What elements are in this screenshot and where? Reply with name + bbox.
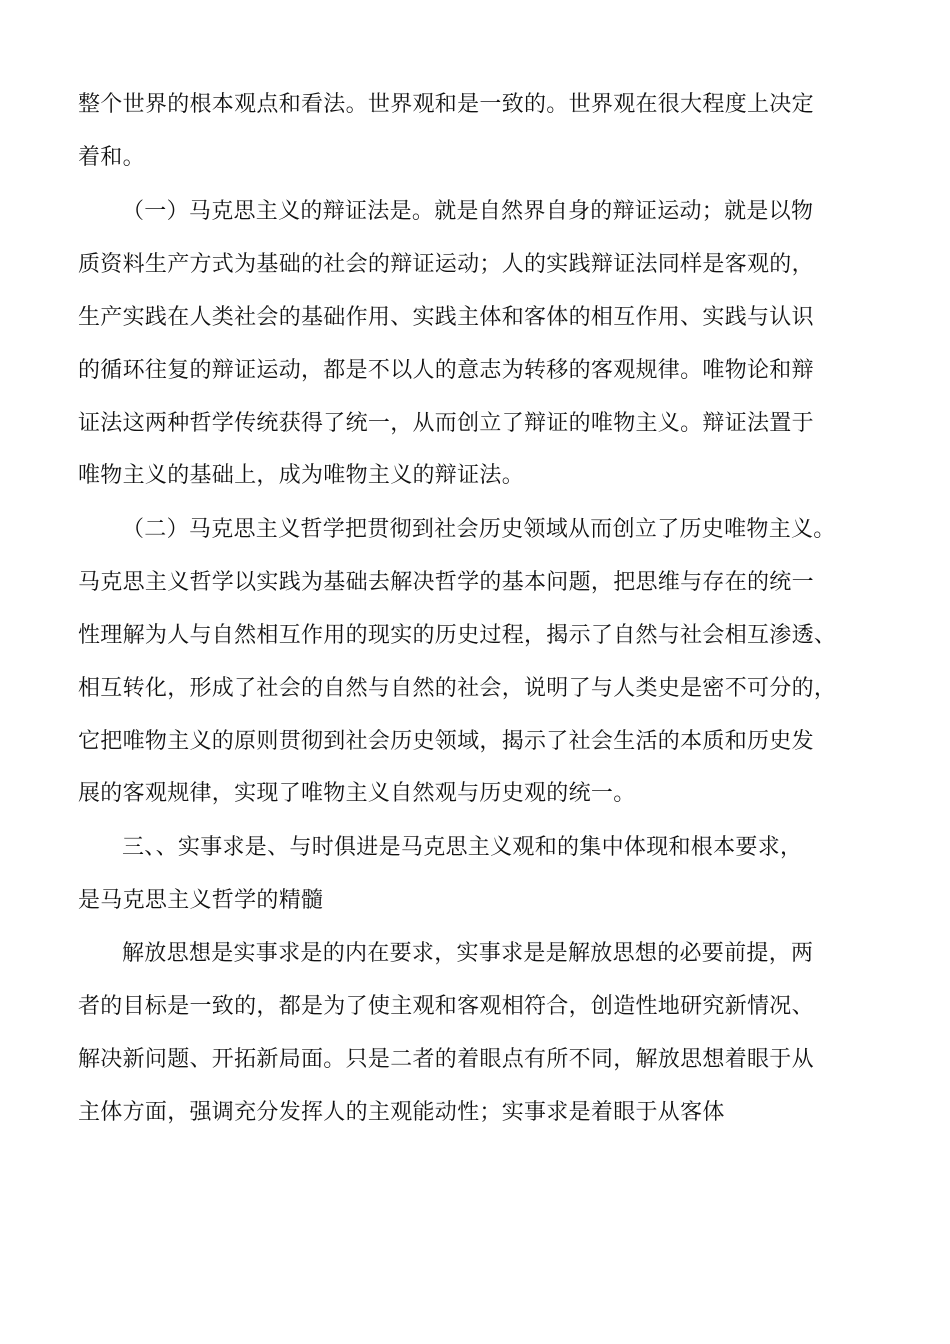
section-heading-continued: 是马克思主义哲学的精髓 — [78, 888, 324, 913]
paragraph-first-line: 解放思想是实事求是的内在要求，实事求是是解放思想的必要前提，两 — [122, 941, 814, 966]
text-line: 它把唯物主义的原则贯彻到社会历史领域，揭示了社会生活的本质和历史发 — [78, 729, 814, 754]
section-heading: 三、、实事求是、与时俱进是马克思主义观和的集中体现和根本要求， — [122, 835, 803, 860]
text-line: 马克思主义哲学以实践为基础去解决哲学的基本问题，把思维与存在的统一 — [78, 570, 814, 595]
text-line: 唯物主义的基础上，成为唯物主义的辩证法。 — [78, 463, 525, 488]
text-line: 整个世界的根本观点和看法。世界观和是一致的。世界观在很大程度上决定 — [78, 92, 814, 117]
text-line: 生产实践在人类社会的基础作用、实践主体和客体的相互作用、实践与认识 — [78, 305, 814, 330]
text-line: 解决新问题、开拓新局面。只是二者的着眼点有所不同，解放思想着眼于从 — [78, 1047, 814, 1072]
text-line: 性理解为人与自然相互作用的现实的历史过程，揭示了自然与社会相互渗透、 — [78, 623, 837, 648]
paragraph-first-line: （一）马克思主义的辩证法是。就是自然界自身的辩证运动；就是以物 — [122, 199, 814, 224]
text-line: 质资料生产方式为基础的社会的辩证运动；人的实践辩证法同样是客观的， — [78, 252, 814, 277]
text-line: 主体方面，强调充分发挥人的主观能动性；实事求是着眼于从客体 — [78, 1100, 725, 1125]
text-line: 相互转化，形成了社会的自然与自然的社会，说明了与人类史是密不可分的， — [78, 676, 837, 701]
text-line: 证法这两种哲学传统获得了统一，从而创立了辩证的唯物主义。辩证法置于 — [78, 411, 814, 436]
paragraph-first-line: （二）马克思主义哲学把贯彻到社会历史领域从而创立了历史唯物主义。 — [122, 517, 836, 542]
text-line: 的循环往复的辩证运动，都是不以人的意志为转移的客观规律。唯物论和辩 — [78, 358, 814, 383]
text-line: 着和。 — [78, 145, 145, 170]
text-line: 者的目标是一致的，都是为了使主观和客观相符合，创造性地研究新情况、 — [78, 994, 814, 1019]
text-line: 展的客观规律，实现了唯物主义自然观与历史观的统一。 — [78, 781, 636, 806]
